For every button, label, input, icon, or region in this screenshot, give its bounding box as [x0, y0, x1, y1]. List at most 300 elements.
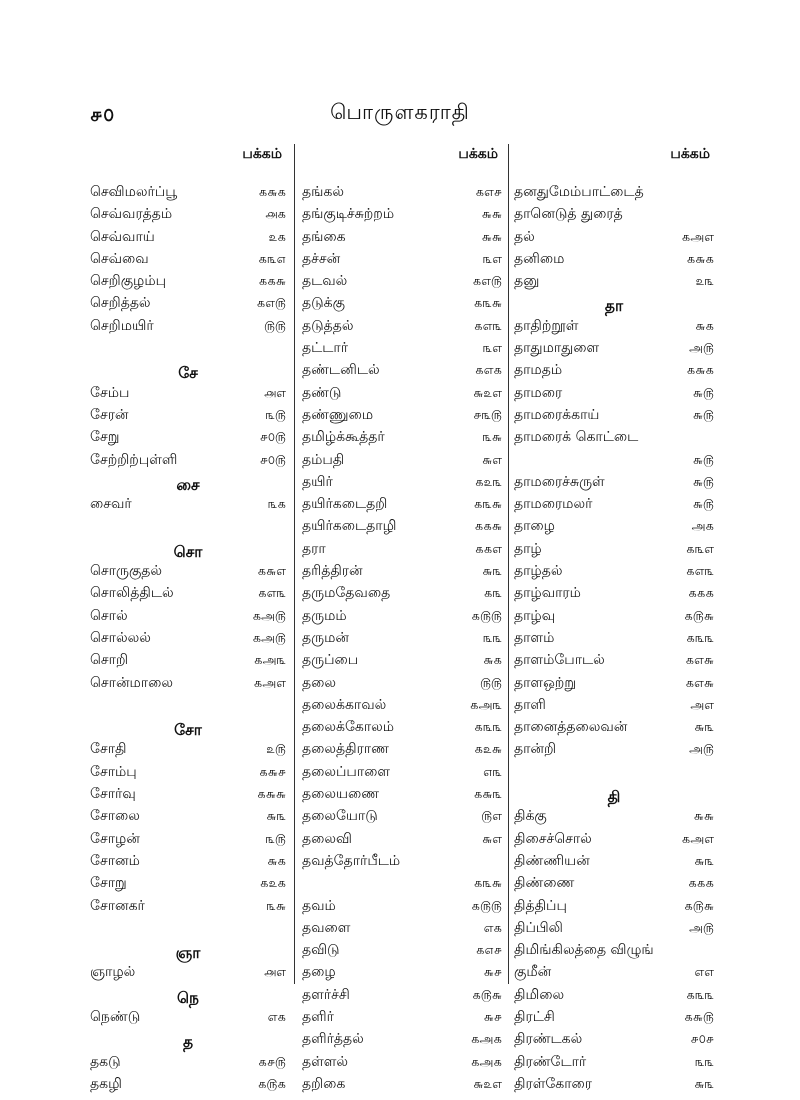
entry-page-number: எ௧: [267, 1008, 286, 1024]
index-entry: [302, 608, 502, 630]
entry-page-number: ௧௧௬: [258, 273, 286, 289]
index-entry: [514, 987, 714, 1009]
entry-word: தாமதம்: [514, 362, 563, 379]
entry-page-number: ௬௫: [692, 406, 714, 422]
index-entry: [514, 719, 714, 741]
entry-page-number: ௬௧: [267, 852, 286, 868]
entry-word: நெண்டு: [90, 1008, 141, 1025]
section-heading: சோ: [174, 721, 202, 740]
entry-page-number: ௧அ௧: [471, 1053, 502, 1069]
entry-page-number: ௧௫௬: [472, 986, 502, 1002]
entry-page-number: ௩௧: [267, 496, 286, 512]
entry-word: சோனகர்: [90, 897, 145, 914]
entry-word: தவம்: [302, 897, 336, 914]
entry-page-number: ௧எ௩: [474, 317, 502, 333]
entry-word: தலையணை: [302, 786, 380, 803]
entry-word: சோனம்: [90, 852, 140, 869]
entry-page-number: ௧௬௩: [473, 786, 502, 802]
entry-word: தலைத்திராண: [302, 741, 389, 758]
page-title: பொருளகராதி: [330, 100, 470, 124]
entry-page-number: ௬௩: [482, 563, 502, 579]
entry-page-number: ௧௩௩: [686, 986, 714, 1002]
entry-word: தயிர்கடைதறி: [302, 496, 388, 513]
entry-word: தருப்பை: [302, 652, 359, 669]
entry-word: தச்சன்: [302, 250, 341, 267]
entry-page-number: ௧எ௩: [258, 585, 286, 601]
section-heading: சே: [178, 364, 198, 383]
entry-word: தாதிற்றூள்: [514, 317, 579, 334]
entry-word: தளிர்: [302, 1008, 334, 1025]
entry-word: தண்ணுமை: [302, 406, 374, 423]
index-entry: [302, 764, 502, 786]
index-entry: [514, 496, 714, 518]
entry-word: செவ்வை: [90, 250, 149, 267]
index-entry: [514, 474, 714, 496]
entry-word: தகடு: [90, 1053, 121, 1070]
entry-page-number: ௬௫: [692, 496, 714, 512]
entry-page-number: ௧௩௩: [474, 719, 502, 735]
index-entry: [302, 251, 502, 273]
index-entry: [302, 831, 502, 853]
entry-page-number: ௬௩: [694, 719, 714, 735]
entry-page-number: ௧௬௧: [258, 184, 286, 199]
entry-page-number: ௧௩௬: [473, 496, 502, 512]
entry-word: சொல்லல்: [90, 629, 151, 646]
section-heading: சை: [176, 475, 200, 494]
index-entry: [514, 630, 714, 652]
entry-page-number: ௬௬: [481, 228, 502, 244]
index-entry: [514, 964, 714, 986]
entry-page-number: ௧௫௫: [471, 607, 502, 623]
entry-page-number: ௧௫௬: [684, 607, 714, 623]
index-entry: [302, 585, 502, 607]
entry-word: தண்டு: [302, 384, 342, 401]
index-entry: [90, 652, 286, 674]
index-entry: [90, 831, 286, 853]
index-entry: [514, 697, 714, 719]
entry-word: தலைவி: [302, 830, 352, 847]
index-entry: [90, 563, 286, 585]
entry-word: தாழ்வு: [514, 607, 556, 624]
entry-page-number: ௩௬: [266, 897, 286, 913]
entry-page-number: எஎ: [694, 964, 714, 980]
index-entry: [302, 452, 502, 474]
entry-page-number: ௧௫௬: [684, 897, 714, 913]
index-entry: [90, 429, 286, 451]
index-entry: [90, 585, 286, 607]
entry-word: தவத்தோர்பீடம்: [302, 852, 401, 869]
entry-word: தண்டனிடல்: [302, 362, 380, 379]
entry-page-number: ௧அஎ: [681, 228, 714, 244]
index-entry: [90, 675, 286, 697]
entry-word: தடுத்தல்: [302, 317, 354, 334]
entry-page-number: ௧எ௬: [685, 652, 714, 668]
entry-page-number: ௧௩௩: [686, 629, 714, 645]
entry-word: தாதுமாதுளை: [514, 340, 600, 357]
entry-word: தமிழ்க்கூத்தர்: [302, 429, 385, 446]
index-entry: [514, 853, 714, 875]
entry-page-number: ௧௬௪: [259, 763, 286, 779]
entry-page-number: ௧௧எ: [475, 540, 502, 556]
index-entry: [302, 987, 502, 1009]
entry-page-number: ௧௩எ: [686, 540, 714, 556]
index-entry: [90, 764, 286, 786]
entry-word: தளிர்த்தல்: [302, 1031, 364, 1048]
index-entry: [90, 496, 286, 518]
entry-word: தலைக்கோலம்: [302, 719, 395, 736]
entry-page-number: ௧௩: [483, 585, 502, 601]
index-entry: [514, 206, 714, 228]
index-entry: [302, 340, 502, 362]
index-entry: [514, 875, 714, 897]
index-entry: [90, 295, 286, 317]
index-entry: [90, 452, 286, 474]
index-entry: [302, 697, 502, 719]
entry-word: தலைப்பாளை: [302, 763, 391, 780]
entry-page-number: ௬எ: [482, 830, 502, 846]
entry-page-number: ௧அ௩: [470, 696, 502, 712]
index-entry: [302, 1054, 502, 1076]
entry-word: தனிமை: [514, 250, 565, 267]
column-header: பக்கம்: [242, 146, 282, 162]
entry-word: தானைத்தலைவன்: [514, 719, 628, 736]
index-entry: [514, 452, 714, 474]
entry-word: செவிமலர்ப்பூ: [90, 184, 178, 200]
index-entry: [90, 273, 286, 295]
section-heading: ஞா: [175, 944, 201, 963]
entry-word: திண்ணியன்: [514, 852, 590, 869]
entry-word: திமிங்கிலத்தை விழுங்: [514, 942, 654, 959]
index-entry: [514, 831, 714, 853]
entry-word: தயிர்கடைதாழி: [302, 518, 397, 535]
entry-word: சைவர்: [90, 496, 132, 513]
entry-word: தாமரைச்சுருள்: [514, 473, 605, 490]
entry-word: சேம்ப: [90, 384, 130, 401]
index-entry: [90, 251, 286, 273]
entry-page-number: ௧௨௬: [474, 741, 502, 757]
entry-page-number: ௬௫: [692, 384, 714, 400]
entry-page-number: ௩௩: [694, 1053, 714, 1069]
entry-page-number: ௧அ௧: [471, 1031, 502, 1047]
entry-page-number: ௪௦௪: [690, 1031, 714, 1047]
entry-page-number: ௧எ௪: [475, 184, 502, 199]
entry-word: செவ்வாய்: [90, 228, 155, 245]
section-heading: சொ: [173, 542, 203, 561]
entry-page-number: ௧௧௧: [688, 585, 714, 601]
entry-word: சோதி: [90, 741, 127, 758]
entry-word: தவிடு: [302, 942, 340, 959]
index-entry: [302, 518, 502, 540]
entry-page-number: ௧௬௧: [686, 362, 714, 378]
entry-word: தவளை: [302, 919, 351, 936]
index-entry: [514, 1054, 714, 1076]
entry-word: சோலை: [90, 808, 140, 825]
index-entry: [302, 541, 502, 563]
entry-page-number: ௬௫: [692, 473, 714, 489]
entry-page-number: ௧அ௫: [252, 629, 286, 645]
entry-word: தாளஒற்று: [514, 674, 577, 691]
index-entry: [514, 518, 714, 540]
section-heading: த: [182, 1033, 194, 1052]
index-column-2: [302, 146, 502, 1098]
page-number: ௪௦: [90, 104, 116, 126]
index-entry: [302, 318, 502, 340]
spacer: [90, 518, 286, 540]
entry-page-number: ௧௨௧: [260, 875, 286, 891]
entry-page-number: அ௫: [689, 919, 714, 935]
entry-word: தாளி: [514, 696, 546, 713]
entry-page-number: ௧௬௬: [257, 786, 286, 802]
index-entry: [302, 407, 502, 429]
entry-word: குமீன்: [514, 964, 552, 981]
entry-word: தாமரைக் கொட்டை: [514, 429, 639, 446]
entry-page-number: ௬௧: [483, 652, 502, 668]
index-entry: [302, 920, 502, 942]
index-entry: [514, 585, 714, 607]
entry-page-number: ௧அ௩: [254, 652, 286, 668]
entry-word: திசைச்சொல்: [514, 830, 592, 847]
index-entry: [90, 206, 286, 228]
entry-page-number: ௬௪: [483, 964, 502, 980]
entry-word: தடவல்: [302, 273, 348, 290]
index-entry: [90, 1076, 286, 1098]
index-entry: [514, 608, 714, 630]
entry-word: தள்ளல்: [302, 1053, 349, 1070]
entry-page-number: ௫எ: [481, 808, 502, 824]
entry-word: செறிமயிர்: [90, 317, 154, 334]
index-entry: [90, 741, 286, 763]
index-entry: [302, 429, 502, 451]
entry-page-number: ௧௫௧: [257, 1075, 286, 1091]
entry-word: திரண்டோர்: [514, 1053, 587, 1070]
entry-page-number: ௬௩: [266, 808, 286, 824]
index-entry: [302, 496, 502, 518]
entry-page-number: ௨௫: [266, 741, 286, 757]
entry-page-number: ௫௫: [264, 317, 286, 333]
entry-word: சோர்வு: [90, 786, 136, 803]
entry-page-number: ௧௧௬: [474, 518, 502, 534]
index-entry: [302, 229, 502, 251]
entry-word: சோம்பு: [90, 763, 137, 780]
section-heading: தி: [607, 788, 621, 807]
entry-word: தறிகை: [302, 1075, 346, 1092]
index-entry: [90, 964, 286, 986]
entry-word: தங்கை: [302, 228, 346, 245]
entry-word: தரித்திரன்: [302, 563, 363, 580]
index-entry: [514, 741, 714, 763]
entry-page-number: அ௧: [691, 518, 714, 534]
index-entry: [302, 675, 502, 697]
entry-word: தருமதேவதை: [302, 585, 391, 602]
entry-page-number: ௩௩: [482, 629, 502, 645]
index-entry: [90, 1054, 286, 1076]
entry-page-number: ௭௩: [483, 763, 502, 779]
entry-page-number: அஎ: [690, 696, 714, 712]
entry-word: சொறி: [90, 652, 129, 669]
entry-page-number: ௧அ௫: [252, 607, 286, 623]
entry-word: தாளம்போடல்: [514, 652, 605, 669]
entry-word: தாழ்வாரம்: [514, 585, 581, 602]
entry-word: தனு: [514, 273, 540, 290]
entry-page-number: ௧எ௫: [472, 273, 502, 289]
entry-page-number: ௬௪: [483, 1008, 502, 1024]
entry-page-number: ௮எ: [263, 384, 286, 400]
entry-page-number: ௧௬௫: [684, 1008, 714, 1024]
entry-word: தருமம்: [302, 607, 347, 624]
index-entry: [90, 808, 286, 830]
entry-word: செறித்தல்: [90, 295, 151, 312]
column-header: பக்கம்: [670, 146, 710, 162]
entry-page-number: ௧எ௧: [475, 362, 502, 378]
index-entry: [302, 630, 502, 652]
entry-page-number: ௪௦௫: [259, 451, 286, 467]
index-entry: [302, 184, 502, 206]
entry-word: திரண்டகல்: [514, 1031, 583, 1048]
index-entry: [90, 875, 286, 897]
entry-word: தாழ்: [514, 540, 542, 557]
spacer: [514, 764, 714, 786]
entry-word: திண்ணை: [514, 875, 575, 892]
index-entry: [514, 563, 714, 585]
index-entry: [90, 898, 286, 920]
entry-page-number: ௪௩௫: [473, 406, 502, 422]
index-entry: [90, 318, 286, 340]
index-entry: [514, 675, 714, 697]
entry-page-number: ௧௨௩: [475, 473, 502, 489]
entry-page-number: ௧அஎ: [253, 674, 286, 690]
entry-word: தயிர்: [302, 473, 333, 490]
entry-word: தான்றி: [514, 741, 557, 758]
index-entry: [514, 541, 714, 563]
entry-page-number: ௧௬எ: [257, 563, 286, 579]
entry-word: தலை: [302, 674, 336, 691]
index-entry: [302, 362, 502, 384]
index-entry: [514, 1031, 714, 1053]
index-entry: [302, 964, 502, 986]
entry-page-number: ௬௬: [481, 206, 502, 222]
entry-word: தனதுமேம்பாட்டைத்: [514, 184, 644, 200]
entry-page-number: ௬௨எ: [473, 1075, 502, 1091]
index-column-3: [514, 146, 714, 1098]
entry-page-number: ௩௬: [482, 429, 502, 445]
entry-page-number: ௫௫: [480, 674, 502, 690]
entry-page-number: ௧௪௫: [258, 1053, 286, 1069]
index-entry: [90, 608, 286, 630]
entry-page-number: ௧எ௬: [685, 674, 714, 690]
entry-word: தலையோடு: [302, 808, 378, 825]
entry-word: தாமரைக்காய்: [514, 406, 600, 423]
entry-page-number: ௬௧: [695, 317, 714, 333]
index-entry: [514, 184, 714, 206]
entry-page-number: ௮௧: [265, 206, 286, 222]
entry-word: தாழ்தல்: [514, 563, 563, 580]
section-heading: தா: [604, 297, 624, 316]
entry-word: தழை: [302, 964, 336, 981]
index-entry: [302, 898, 502, 920]
entry-word: திப்பிலி: [514, 919, 563, 936]
entry-page-number: ௧௧௧: [688, 875, 714, 891]
index-entry: [514, 808, 714, 830]
entry-page-number: ௧௭௪: [475, 942, 502, 958]
index-entry: [302, 295, 502, 317]
index-entry: [514, 318, 714, 340]
index-entry: [90, 407, 286, 429]
entry-word: தாமரைமலர்: [514, 496, 593, 513]
index-entry: [302, 719, 502, 741]
entry-word: தானெடுத் துரைத்: [514, 206, 623, 223]
index-entry: [302, 652, 502, 674]
index-column-1: [90, 146, 286, 1098]
index-entry: [514, 429, 714, 451]
entry-word: தாழை: [514, 518, 555, 535]
entry-word: தகழி: [90, 1075, 122, 1092]
entry-page-number: ௨௩: [695, 273, 714, 289]
entry-word: தம்பதி: [302, 451, 345, 468]
entry-word: தரா: [302, 540, 326, 557]
spacer: [90, 920, 286, 942]
index-entry: [90, 385, 286, 407]
entry-page-number: ௧௩௭: [258, 250, 286, 266]
entry-page-number: ௪௦௫: [259, 429, 286, 445]
entry-page-number: ௬௩: [694, 852, 714, 868]
entry-word: திக்கு: [514, 808, 547, 825]
column-divider: [508, 144, 509, 984]
entry-page-number: ௩௫: [265, 830, 286, 846]
entry-word: தாளம்: [514, 629, 555, 646]
entry-page-number: ௬௨எ: [473, 384, 502, 400]
entry-page-number: ௬௫: [692, 451, 714, 467]
index-entry: [90, 630, 286, 652]
spacer: [90, 340, 286, 362]
index-entry: [514, 273, 714, 295]
entry-word: தித்திப்பு: [514, 897, 567, 914]
entry-page-number: ௨௧: [268, 228, 286, 244]
index-entry: [302, 875, 502, 897]
column-header: பக்கம்: [458, 146, 498, 162]
index-entry: [90, 184, 286, 206]
index-entry: [514, 229, 714, 251]
index-entry: [302, 1031, 502, 1053]
entry-page-number: ௩௫: [265, 406, 286, 422]
index-entry: [302, 786, 502, 808]
index-entry: [302, 1009, 502, 1031]
entry-word: தருமன்: [302, 629, 349, 646]
index-entry: [302, 741, 502, 763]
entry-page-number: ௬௩: [694, 1075, 714, 1091]
entry-page-number: எ௧: [483, 919, 502, 935]
entry-page-number: ௧அஎ: [681, 830, 714, 846]
index-entry: [302, 1076, 502, 1098]
entry-word: சேற்றிற்புள்ளி: [90, 451, 178, 468]
index-entry: [514, 1009, 714, 1031]
entry-word: திமிலை: [514, 986, 565, 1003]
entry-word: சோறு: [90, 875, 127, 892]
index-entry: [514, 920, 714, 942]
index-entry: [514, 652, 714, 674]
index-entry: [90, 853, 286, 875]
index-entry: [514, 251, 714, 273]
entry-word: தாமரை: [514, 384, 563, 401]
entry-word: தளர்ச்சி: [302, 986, 350, 1003]
entry-page-number: ௧௩௬: [473, 875, 502, 891]
entry-word: சொன்மாலை: [90, 674, 173, 691]
entry-page-number: ௧௬௧: [686, 250, 714, 266]
index-entry: [514, 407, 714, 429]
entry-word: சோழன்: [90, 830, 140, 847]
entry-page-number: அ௫: [689, 741, 714, 757]
entry-word: தல்: [514, 228, 535, 245]
spacer: [90, 697, 286, 719]
